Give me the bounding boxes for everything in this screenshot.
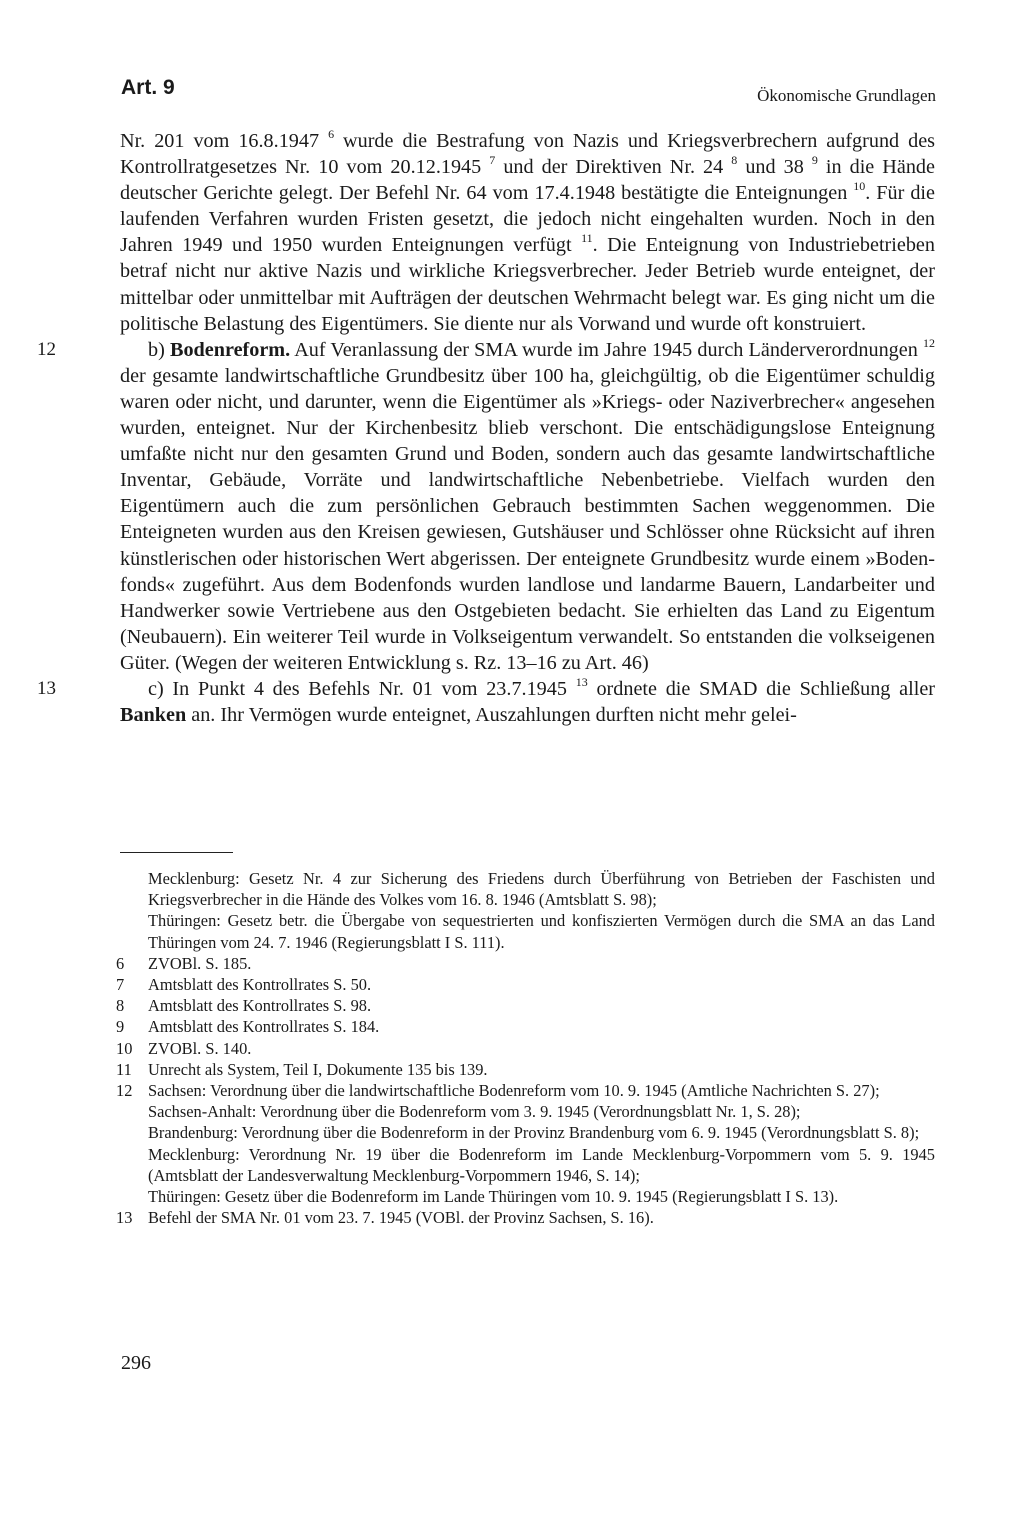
footnote-line: Thüringen: Gesetz betr. die Übergabe von sequestrierten und konfiszierten Vermögen durch die SMA an das Land Thüringen vom 24. 7. 1946 (Regierungsblatt I S. 111).	[148, 911, 935, 952]
footnote-ref-12[interactable]: 12	[923, 335, 935, 350]
text-run: . Die Enteignung von Industriebetrieben betraf nicht nur aktive Nazis und wirkliche Kriegsverbrecher. Jeder Betrieb wurde enteignet, der mittelbar oder unmittelbar mit Aufträgen der deutschen Wehrmacht belegt war. Es ging nicht um die politische Belastung des Eigentümers. Sie diente nur als Vorwand und wurde oft konstruiert.	[120, 234, 935, 335]
footnote-text: Amtsblatt des Kontrollrates S. 50.	[148, 975, 372, 995]
footnote-number: 10	[116, 1038, 133, 1058]
text-run: und 38	[737, 156, 804, 179]
text-run: Auf Veranlassung der SMA wurde im Jahre 1945 durch Länderverordnungen	[290, 338, 918, 361]
text-run: . Für die laufenden Verfahren wurden Fristen gesetzt, die jedoch nicht eingehalten wurden. Noch in den Jahren 1949 und 1950 wurden Enteignungen verfügt	[120, 182, 935, 257]
footnote-text: Amtsblatt des Kontrollrates S. 98.	[148, 996, 372, 1016]
footnote-text: Unrecht als System, Teil I, Dokumente 135 bis 139.	[148, 1059, 488, 1079]
footnote-divider	[120, 852, 233, 853]
footnote-line: Mecklenburg: Verordnung Nr. 19 über die Bodenreform im Lande Mecklenburg-Vorpommern vom 5. 9. 1945 (Amtsblatt der Landesverwaltung Mecklenburg-Vorpommern 1946, S. 14);	[148, 1144, 935, 1185]
footnote-text: Amtsblatt des Kontrollrates S. 184.	[148, 1017, 380, 1037]
footnote-text: ZVOBl. S. 140.	[148, 1038, 252, 1058]
footnote-continuation	[120, 868, 935, 953]
footnote-12	[116, 1080, 935, 1207]
footnote-number: 9	[116, 1017, 125, 1037]
footnote-number: 11	[116, 1059, 132, 1079]
running-header: Ökonomische Grundlagen	[757, 86, 936, 105]
footnote-9	[116, 1016, 935, 1037]
text-run: an. Ihr Vermögen wurde enteignet, Auszahlungen durften nicht mehr gelei-	[186, 704, 797, 727]
text-run: Nr. 201 vom 16.8.1947	[120, 130, 320, 152]
footnote-8	[116, 995, 935, 1016]
footnote-text: ZVOBl. S. 185.	[148, 953, 252, 973]
footnote-number: 8	[116, 996, 125, 1016]
footnote-ref-13[interactable]: 13	[575, 674, 588, 689]
footnote-11	[116, 1059, 935, 1080]
paragraph-banken	[37, 674, 935, 728]
text-run: c) In Punkt 4 des Befehls Nr. 01 vom 23.7.1945	[148, 677, 567, 700]
footnote-line: Brandenburg: Verordnung über die Bodenreform in der Provinz Brandenburg vom 6. 9. 1945 (Verordnungsblatt S. 8);	[148, 1123, 920, 1143]
margin-number-13: 13	[37, 677, 56, 699]
paragraph-heading: Bodenreform.	[170, 338, 291, 361]
paragraph-bodenreform	[37, 335, 935, 676]
article-label: Art. 9	[121, 76, 175, 99]
text-run: wurde die Bestrafung von Nazis und Kriegsverbrechern aufgrund des Kontrollratgesetzes Nr. 10 vom 20.12.1945	[120, 130, 936, 179]
footnote-line: Sachsen-Anhalt: Verordnung über die Bodenreform vom 3. 9. 1945 (Verordnungsblatt Nr. 1, S. 28);	[148, 1102, 801, 1122]
text-run: der gesamte landwirtschaftliche Grundbesitz über 100 ha, gleichgültig, ob die Eigentümer schuldig waren oder nicht, und darunter, wenn die Eigentümer als »Kriegs- oder Naziverbrecher« angesehen wurden, enteignet. Nur der Kirchenbesitz blieb verschont. Die entschädigungslose Enteignung umfaßte nicht nur den gesamten Grund und Boden, sondern auch das gesamte landwirtschaftliche Inventar, Gebäude, Vorräte und landwirtschaftliche Nebenbetriebe. Vielfach wurden den Eigentümern auch die zum persönlichen Gebrauch bestimmten Sachen weggenommen. Die Enteigneten wurden aus den Kreisen gewiesen, Gutshäuser und Schlösser ohne Rücksicht auf ihren künstlerischen oder historischen Wert abgerissen. Der enteignete Grundbesitz wurde einem »Bodenfonds« zugeführt. Aus dem Bodenfonds wurden landlose und landarme Bauern, Landarbeiter und Handwerker sowie Vertriebene aus den Ostgebieten bedacht. Sie erhielten das Land zu Eigentum (Neubauern). Ein weiterer Teil wurde in Volkseigentum verwandelt. So entstanden die volkseigenen Güter. (Wegen der weiteren Entwicklung s. Rz. 13–16 zu Art. 46)	[120, 364, 935, 674]
main-text	[37, 127, 936, 728]
footnote-13	[116, 1207, 935, 1228]
text-run: in die Hände deutscher Gerichte gelegt. Der Befehl Nr. 64 vom 17.4.1948 bestätigte die Enteignungen	[120, 156, 935, 205]
bold-term: Banken	[120, 704, 187, 727]
list-marker: b)	[148, 338, 170, 361]
footnote-10	[116, 1038, 935, 1059]
footnote-line: Thüringen: Gesetz über die Bodenreform im Lande Thüringen vom 10. 9. 1945 (Regierungsblatt I S. 13).	[148, 1187, 839, 1207]
paragraph-1	[120, 128, 935, 337]
footnote-ref-10[interactable]: 10	[853, 179, 866, 194]
text-run: ordnete die SMAD die Schließung aller	[587, 677, 935, 700]
footnote-line: Sachsen: Verordnung über die landwirtschaftliche Bodenreform vom 10. 9. 1945 (Amtliche Nachrichten S. 27);	[148, 1081, 880, 1101]
footnote-number: 12	[116, 1081, 133, 1101]
footnote-ref-11[interactable]: 11	[581, 231, 593, 246]
footnote-ref-9[interactable]: 9	[811, 153, 818, 168]
page-number: 296	[121, 1352, 151, 1374]
margin-number-12: 12	[37, 338, 56, 360]
footnote-number: 6	[116, 953, 125, 973]
footnotes	[116, 868, 935, 1228]
footnote-ref-8[interactable]: 8	[731, 153, 738, 168]
footnote-line: Mecklenburg: Gesetz Nr. 4 zur Sicherung des Friedens durch Überführung von Betrieben der Faschisten und Kriegsverbrecher in die Hände des Volkes vom 16. 8. 1946 (Amtsblatt S. 98);	[148, 869, 935, 910]
footnote-text: Befehl der SMA Nr. 01 vom 23. 7. 1945 (VOBl. der Provinz Sachsen, S. 16).	[148, 1208, 654, 1228]
footnote-ref-7[interactable]: 7	[489, 153, 496, 168]
footnote-number: 13	[116, 1208, 133, 1228]
footnote-number: 7	[116, 975, 125, 995]
footnote-7	[116, 974, 935, 995]
footnote-ref-6[interactable]: 6	[328, 127, 335, 141]
footnote-6	[116, 953, 935, 974]
text-run: und der Direktiven Nr. 24	[495, 156, 724, 179]
